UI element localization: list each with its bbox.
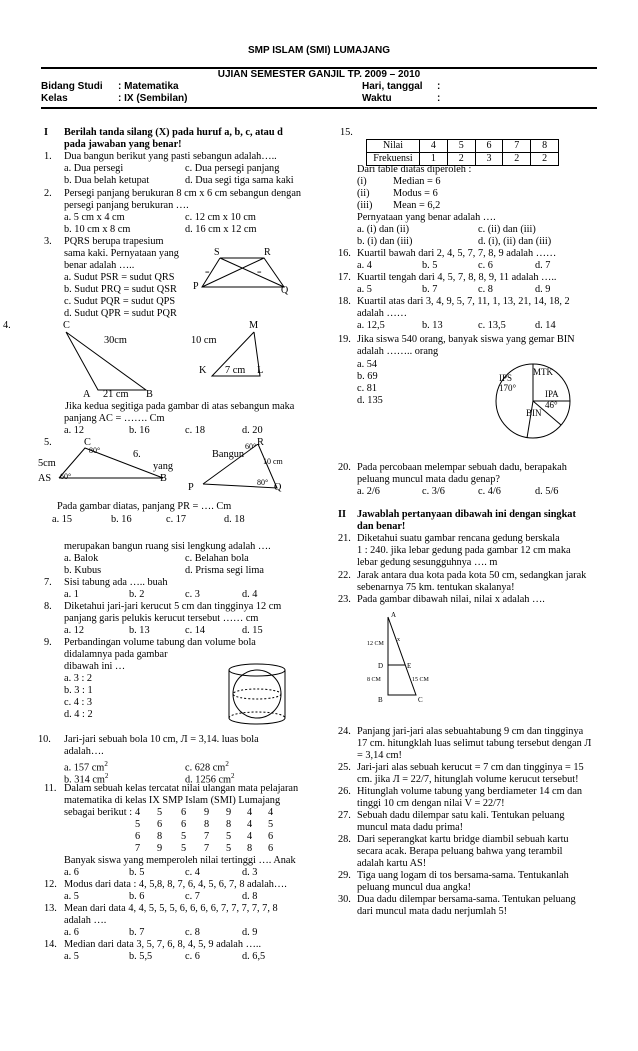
option: c. 6 xyxy=(185,951,200,962)
frequency-table xyxy=(366,139,559,166)
question-number: 18. xyxy=(338,296,351,307)
vertex-label: D xyxy=(378,662,384,670)
question-text: muncul mata dadu prima! xyxy=(357,822,464,833)
option: c. Sudut PQR = sudut QPS xyxy=(64,296,176,307)
option: d. 20 xyxy=(242,425,263,436)
table-cell: 3 xyxy=(475,153,503,166)
table-cell: 2 xyxy=(503,153,531,166)
option: c. Dua persegi panjang xyxy=(185,163,280,174)
vertex-label: S xyxy=(214,247,220,258)
option: c. 81 xyxy=(357,383,378,394)
option: a. 2/6 xyxy=(357,486,380,497)
option: d. 135 xyxy=(357,395,383,406)
vertex-label: C xyxy=(63,320,70,331)
question-text: adalah kartu AS! xyxy=(357,858,427,869)
question-number: 19. xyxy=(338,334,351,345)
side-label: 30cm xyxy=(104,335,127,346)
score-value: 7 xyxy=(204,831,210,842)
question-number: 4. xyxy=(3,320,11,331)
question-text: sebenarnya 75 km. tentukan skalanya! xyxy=(357,582,515,593)
statement-number: (i) xyxy=(357,176,367,187)
option: a. 6 xyxy=(64,927,79,938)
side-label: 5cm xyxy=(38,458,56,469)
vertex-label: C xyxy=(418,696,423,704)
option: a. 5 xyxy=(64,891,79,902)
question-number: 12. xyxy=(44,879,57,890)
question-number: 8. xyxy=(44,601,52,612)
question-text: adalah…. xyxy=(64,746,104,757)
option: b. 314 $cm^2$ xyxy=(64,772,109,786)
option: c. 4 : 3 xyxy=(64,697,93,708)
side-label: 15 CM xyxy=(412,677,429,683)
score-value: 9 xyxy=(226,807,232,818)
vertex-label: AS xyxy=(38,473,52,484)
statement-text: Median = 6 xyxy=(393,176,441,187)
question-text: Kuartil atas dari 3, 4, 9, 5, 7, 11, 1, 13, 21, 14, 18, 2 xyxy=(357,296,570,307)
table-cell: 8 xyxy=(531,140,559,153)
side-label: 10 cm xyxy=(191,335,217,346)
vertex-label: C xyxy=(84,437,91,448)
question-text: cm. jika Л = 22/7, hitunglah volume kerucut tersebut! xyxy=(357,774,579,785)
option: c. 6 xyxy=(478,260,493,271)
statement-text: Modus = 6 xyxy=(393,188,438,199)
option: b. 16 xyxy=(111,514,132,525)
option: d. Dua segi tiga sama kaki xyxy=(185,175,294,186)
question-number: 14. xyxy=(44,939,57,950)
question-number: 24. xyxy=(338,726,351,737)
vertex-label: R xyxy=(257,437,264,448)
option: a. 15 xyxy=(52,514,73,525)
option: c. 12 cm x 10 cm xyxy=(185,212,256,223)
question-text: peluang muncul mata dadu genap? xyxy=(357,474,500,485)
option: d. 18 xyxy=(224,514,245,525)
option: a. Dua persegi xyxy=(64,163,124,174)
question-text: yang xyxy=(153,461,174,472)
option: c. 4/6 xyxy=(478,486,501,497)
option: b. 6 xyxy=(129,891,145,902)
question-number: 13. xyxy=(44,903,57,914)
subject-label: Bidang Studi xyxy=(41,81,103,92)
question-text: sebagai berikut : xyxy=(64,807,133,818)
question-text: panjang garis pelukis kerucut tersebut …… cm xyxy=(64,613,259,624)
option: d. 9 xyxy=(242,927,258,938)
question-text: Dari table diatas diperoleh : xyxy=(357,164,472,175)
option: b. Dua belah ketupat xyxy=(64,175,150,186)
option: b. 7 xyxy=(422,284,438,295)
score-value: 6 xyxy=(268,843,274,854)
option: c. 13,5 xyxy=(478,320,506,331)
option: b. Kubus xyxy=(64,565,102,576)
score-value: 4 xyxy=(247,807,253,818)
option: b. 69 xyxy=(357,371,378,382)
question-text: Pernyataan yang benar adalah …. xyxy=(357,212,496,223)
option: c. (ii) dan (iii) xyxy=(478,224,536,235)
question-text: Diketahui suatu gambar rencana gedung berskala xyxy=(357,533,560,544)
question-number: 15. xyxy=(340,127,353,138)
table-cell: 4 xyxy=(420,140,448,153)
score-value: 7 xyxy=(204,843,210,854)
option: a. 12 xyxy=(64,425,85,436)
question-number: 3. xyxy=(44,236,52,247)
question-number: 27. xyxy=(338,810,351,821)
pie-chart-figure xyxy=(493,360,573,442)
score-value: 5 xyxy=(226,831,232,842)
option: b. 3 : 1 xyxy=(64,685,93,696)
question-number: 5. xyxy=(44,437,52,448)
option: b. 13 xyxy=(129,625,150,636)
option: d. 5/6 xyxy=(535,486,559,497)
option: d. 7 xyxy=(535,260,551,271)
option: b. 5 xyxy=(422,260,438,271)
vertex-label: B xyxy=(160,473,167,484)
question-number: 17. xyxy=(338,272,351,283)
question-text: = 3,14 cm! xyxy=(357,750,402,761)
option: a. 1 xyxy=(64,589,79,600)
question-text: lebar gedung sesungguhnya …. m xyxy=(357,557,498,568)
question-text: Dua bangun berikut yang pasti sebangun adalah….. xyxy=(64,151,277,162)
option: b. 10 cm x 8 cm xyxy=(64,224,131,235)
school-title: SMP ISLAM (SMI) LUMAJANG xyxy=(247,45,391,56)
table-cell: Nilai xyxy=(367,140,420,153)
statement-number: (iii) xyxy=(357,200,373,211)
option: d. 14 xyxy=(535,320,556,331)
score-value: 7 xyxy=(135,843,141,854)
question-text: Banyak siswa yang memperoleh nilai tertinggi …. Anak xyxy=(64,855,296,866)
option: c. 8 xyxy=(478,284,493,295)
question-text: PQRS berupa trapesium xyxy=(64,236,164,247)
score-value: 5 xyxy=(181,843,187,854)
score-value: 5 xyxy=(181,831,187,842)
exam-title: UJIAN SEMESTER GANJIL TP. 2009 – 2010 xyxy=(217,69,421,80)
table-cell: 5 xyxy=(447,140,475,153)
question-text: Pada gambar diatas, panjang PR = …. Cm xyxy=(57,501,232,512)
table-cell: 1 xyxy=(420,153,448,166)
subject-value: : Matematika xyxy=(118,81,179,92)
question-number: 28. xyxy=(338,834,351,845)
section-2-number: II xyxy=(338,509,347,520)
question-number: 6. xyxy=(133,449,141,460)
pie-label: MTK xyxy=(533,367,553,377)
option: c. 4 xyxy=(185,867,200,878)
angle-label: 60° xyxy=(245,442,257,451)
option: a. 12,5 xyxy=(357,320,385,331)
score-value: 4 xyxy=(247,831,253,842)
question-text: Dari seperangkat kartu bridge diambil sebuah kartu xyxy=(357,834,569,845)
statement-number: (ii) xyxy=(357,188,370,199)
option: a. (i) dan (ii) xyxy=(357,224,410,235)
side-label: 8 CM xyxy=(367,677,381,683)
question-text: sama kaki. Pernyataan yang xyxy=(64,248,179,259)
option: d. 6,5 xyxy=(242,951,266,962)
option: b. 16 xyxy=(129,425,150,436)
score-value: 4 xyxy=(247,819,253,830)
option: c. Belahan bola xyxy=(185,553,249,564)
date-value: : xyxy=(437,81,441,92)
question-text: Dua dadu dilempar bersama-sama. Tentukan peluang xyxy=(357,894,576,905)
question-text: Tiga uang logam di tos bersama-sama. Tentukanlah xyxy=(357,870,569,881)
option: d. 1256 $cm^2$ xyxy=(185,772,235,786)
option: d. Sudut QPR = sudut PQR xyxy=(64,308,177,319)
option: d. 8 xyxy=(242,891,258,902)
question-number: 25. xyxy=(338,762,351,773)
question-text: Median dari data 3, 5, 7, 6, 8, 4, 5, 9 adalah ….. xyxy=(64,939,262,950)
question-text: Hitunglah volume tabung yang berdiameter 14 cm dan xyxy=(357,786,583,797)
score-value: 6 xyxy=(135,831,141,842)
side-label: 21 cm xyxy=(103,389,129,400)
angle-label: 60° xyxy=(60,472,72,481)
table-row xyxy=(367,140,559,153)
score-value: 5 xyxy=(157,807,163,818)
option: d. 15 xyxy=(242,625,263,636)
question-number: 11. xyxy=(44,783,57,794)
question-text: peluang muncul dua angka! xyxy=(357,882,472,893)
question-text: Bangun xyxy=(212,449,245,460)
question-text: Modus dari data : 4, 5,8, 8, 7, 6, 4, 5, 6, 7, 8 adalah…. xyxy=(64,879,287,890)
question-text: adalah …. xyxy=(64,915,107,926)
option: c. 8 xyxy=(185,927,200,938)
option: d. 9 xyxy=(535,284,551,295)
time-value: : xyxy=(437,93,441,104)
question-number: 26. xyxy=(338,786,351,797)
question-text: Diketahui jari-jari kerucut 5 cm dan tingginya 12 cm xyxy=(64,601,282,612)
question-text: Persegi panjang berukuran 8 cm x 6 cm sebangun dengan xyxy=(64,188,302,199)
question-text: Pada percobaan melempar sebuah dadu, berapakah xyxy=(357,462,567,473)
vertex-label: L xyxy=(257,365,264,376)
table-cell: 2 xyxy=(531,153,559,166)
section-1-instruction-2: pada jawaban yang benar! xyxy=(64,139,182,150)
question-number: 9. xyxy=(44,637,52,648)
option: d. 3 xyxy=(242,867,258,878)
pie-label: BIN xyxy=(526,408,542,418)
question-text: Jika kedua segitiga pada gambar di atas sebangun maka xyxy=(65,401,295,412)
date-label: Hari, tanggal xyxy=(362,81,423,92)
question-number: 1. xyxy=(44,151,52,162)
similar-triangle-x-figure xyxy=(364,605,454,705)
option: b. 13 xyxy=(422,320,443,331)
pie-label: 170° xyxy=(499,383,517,393)
pie-label: IPA xyxy=(545,389,559,399)
score-value: 8 xyxy=(204,819,210,830)
option: a. 5 xyxy=(64,951,79,962)
question-text: Sebuah dadu dilempar satu kali. Tentukan peluang xyxy=(357,810,565,821)
angle-label: 80° xyxy=(257,478,269,487)
question-number: 2. xyxy=(44,188,52,199)
class-label: Kelas xyxy=(41,93,68,104)
option: a. Sudut PSR = sudut QRS xyxy=(64,272,175,283)
trapezoid-figure xyxy=(188,245,298,295)
option: a. 6 xyxy=(64,867,79,878)
section-1-number: I xyxy=(44,127,49,138)
side-label: 10 cm xyxy=(263,457,283,466)
score-value: 6 xyxy=(181,819,187,830)
question-text: persegi panjang berukuran …. xyxy=(64,200,189,211)
score-value: 9 xyxy=(157,843,163,854)
option: a. Balok xyxy=(64,553,99,564)
vertex-label: Q xyxy=(281,285,289,295)
option: c. 3 xyxy=(185,589,200,600)
score-value: 4 xyxy=(135,807,141,818)
option: c. 17 xyxy=(166,514,187,525)
vertex-label: M xyxy=(249,320,259,331)
time-label: Waktu xyxy=(362,93,392,104)
question-text: merupakan bangun ruang sisi lengkung adalah …. xyxy=(64,541,271,552)
option: b. 7 xyxy=(129,927,145,938)
score-value: 8 xyxy=(226,819,232,830)
option: d. 16 cm x 12 cm xyxy=(185,224,257,235)
question-text: secara acak. Berapa peluang bahwa yang terambil xyxy=(357,846,563,857)
vertex-label: A xyxy=(83,389,91,400)
vertex-label: A xyxy=(391,611,397,619)
statement-text: Mean = 6,2 xyxy=(393,200,441,211)
option: d. 4 : 2 xyxy=(64,709,93,720)
header-rule-bottom xyxy=(41,107,597,109)
option: b. Sudut PRQ = sudut QSR xyxy=(64,284,177,295)
option: b. 5 xyxy=(129,867,145,878)
vertex-label: B xyxy=(378,696,383,704)
question-text: dibawah ini … xyxy=(64,661,126,672)
question-text: Kuartil tengah dari 4, 5, 7, 8, 8, 9, 11 adalah ….. xyxy=(357,272,557,283)
question-text: Pada gambar dibawah nilai, nilai x adalah …. xyxy=(357,594,545,605)
option: b. (i) dan (iii) xyxy=(357,236,413,247)
cylinder-sphere-figure xyxy=(226,662,288,726)
option: d. (i), (ii) dan (iii) xyxy=(478,236,552,247)
question-number: 29. xyxy=(338,870,351,881)
vertex-label: P xyxy=(193,281,199,292)
question-text: didalamnya pada gambar xyxy=(64,649,168,660)
score-value: 5 xyxy=(268,819,274,830)
section-2-instruction-2: dan benar! xyxy=(357,521,406,532)
question-text: Jari-jari alas sebuah kerucut = 7 cm dan tingginya = 15 xyxy=(357,762,584,773)
vertex-label: P xyxy=(188,482,194,493)
table-cell: 7 xyxy=(503,140,531,153)
question-text: adalah …… xyxy=(357,308,408,319)
score-value: 5 xyxy=(135,819,141,830)
question-text: Jari-jari sebuah bola 10 cm, Л = 3,14. luas bola xyxy=(64,734,259,745)
question-number: 7. xyxy=(44,577,52,588)
option: c. 14 xyxy=(185,625,206,636)
vertex-label: Q xyxy=(274,482,282,493)
option: b. 5,5 xyxy=(129,951,153,962)
question-text: benar adalah ….. xyxy=(64,260,135,271)
question-text: panjang AC = ……. Cm xyxy=(64,413,165,424)
pie-label: 46° xyxy=(545,400,558,410)
option: b. 2 xyxy=(129,589,145,600)
side-label: 12 CM xyxy=(367,641,384,647)
question-text: 17 cm. hitungklah luas selimut tabung tersebut dengan Л xyxy=(357,738,592,749)
question-number: 10. xyxy=(38,734,51,745)
vertex-label: R xyxy=(264,247,271,258)
question-text: Panjang jari-jari alas sebuahtabung 9 cm dan tingginya xyxy=(357,726,584,737)
question-text: Perbandingan volume tabung dan volume bola xyxy=(64,637,256,648)
option: a. 54 xyxy=(357,359,378,370)
side-label: 7 cm xyxy=(225,365,246,376)
option: c. 3/6 xyxy=(422,486,445,497)
tick-mark: = xyxy=(205,268,210,277)
class-value: : IX (Sembilan) xyxy=(118,93,188,104)
vertex-label: B xyxy=(146,389,153,400)
score-value: 4 xyxy=(268,807,274,818)
option: a. 157 $cm^2$ xyxy=(64,760,108,774)
question-number: 20. xyxy=(338,462,351,473)
option: d. Prisma segi lima xyxy=(185,565,264,576)
question-number: 21. xyxy=(338,533,351,544)
vertex-label: E xyxy=(407,662,412,670)
question-text: Sisi tabung ada ….. buah xyxy=(64,577,168,588)
question-number: 22. xyxy=(338,570,351,581)
score-value: 6 xyxy=(157,819,163,830)
question-text: Mean dari data 4, 4, 5, 5, 5, 6, 6, 6, 6, 7, 7, 7, 7, 7, 8 xyxy=(64,903,278,914)
option: c. 628 $cm^2$ xyxy=(185,760,229,774)
question-text: adalah …….. orang xyxy=(357,346,439,357)
score-value: 6 xyxy=(181,807,187,818)
section-1-instruction: Berilah tanda silang (X) pada huruf a, b, c, atau d xyxy=(64,127,283,138)
option: a. 12 xyxy=(64,625,85,636)
table-cell: 6 xyxy=(475,140,503,153)
question-text: tinggi 10 cm dengan nilai V = 22/7! xyxy=(357,798,505,809)
score-value: 5 xyxy=(226,843,232,854)
similar-triangles-figure xyxy=(60,328,270,398)
question-text: 1 : 240. jika lebar gedung pada gambar 12 cm maka xyxy=(357,545,571,556)
question-number: 16. xyxy=(338,248,351,259)
angle-label: 80° xyxy=(89,446,101,455)
option: c. 7 xyxy=(185,891,200,902)
table-cell: 2 xyxy=(447,153,475,166)
score-value: 8 xyxy=(157,831,163,842)
score-value: 8 xyxy=(247,843,253,854)
question-text: Kuartil bawah dari 2, 4, 5, 7, 7, 8, 9 adalah …… xyxy=(357,248,557,259)
option: a. 5 xyxy=(357,284,372,295)
option: a. 3 : 2 xyxy=(64,673,93,684)
option: d. 4 xyxy=(242,589,258,600)
side-label: x xyxy=(397,637,400,643)
question-text: Dalam sebuah kelas tercatat nilai ulangan mata pelajaran xyxy=(64,783,299,794)
score-value: 9 xyxy=(204,807,210,818)
option: a. 4 xyxy=(357,260,372,271)
question-text: Jika siswa 540 orang, banyak siswa yang gemar BIN xyxy=(357,334,575,345)
section-2-instruction: Jawablah pertanyaan dibawah ini dengan singkat xyxy=(357,509,576,520)
tick-mark: = xyxy=(257,268,262,277)
table-cell: Frekuensi xyxy=(367,153,420,166)
question-text: Jarak antara dua kota pada kota 50 cm, sedangkan jarak xyxy=(357,570,587,581)
option: c. 18 xyxy=(185,425,206,436)
option: a. 5 cm x 4 cm xyxy=(64,212,125,223)
question-number: 30. xyxy=(338,894,351,905)
question-number: 23. xyxy=(338,594,351,605)
question-text: dari muncul mata dadu nerjumlah 5! xyxy=(357,906,508,917)
question-text: matematika di kelas IX SMP Islam (SMI) Lumajang xyxy=(64,795,281,806)
pie-label: IPS xyxy=(499,373,513,383)
vertex-label: K xyxy=(199,365,207,376)
score-value: 6 xyxy=(268,831,274,842)
